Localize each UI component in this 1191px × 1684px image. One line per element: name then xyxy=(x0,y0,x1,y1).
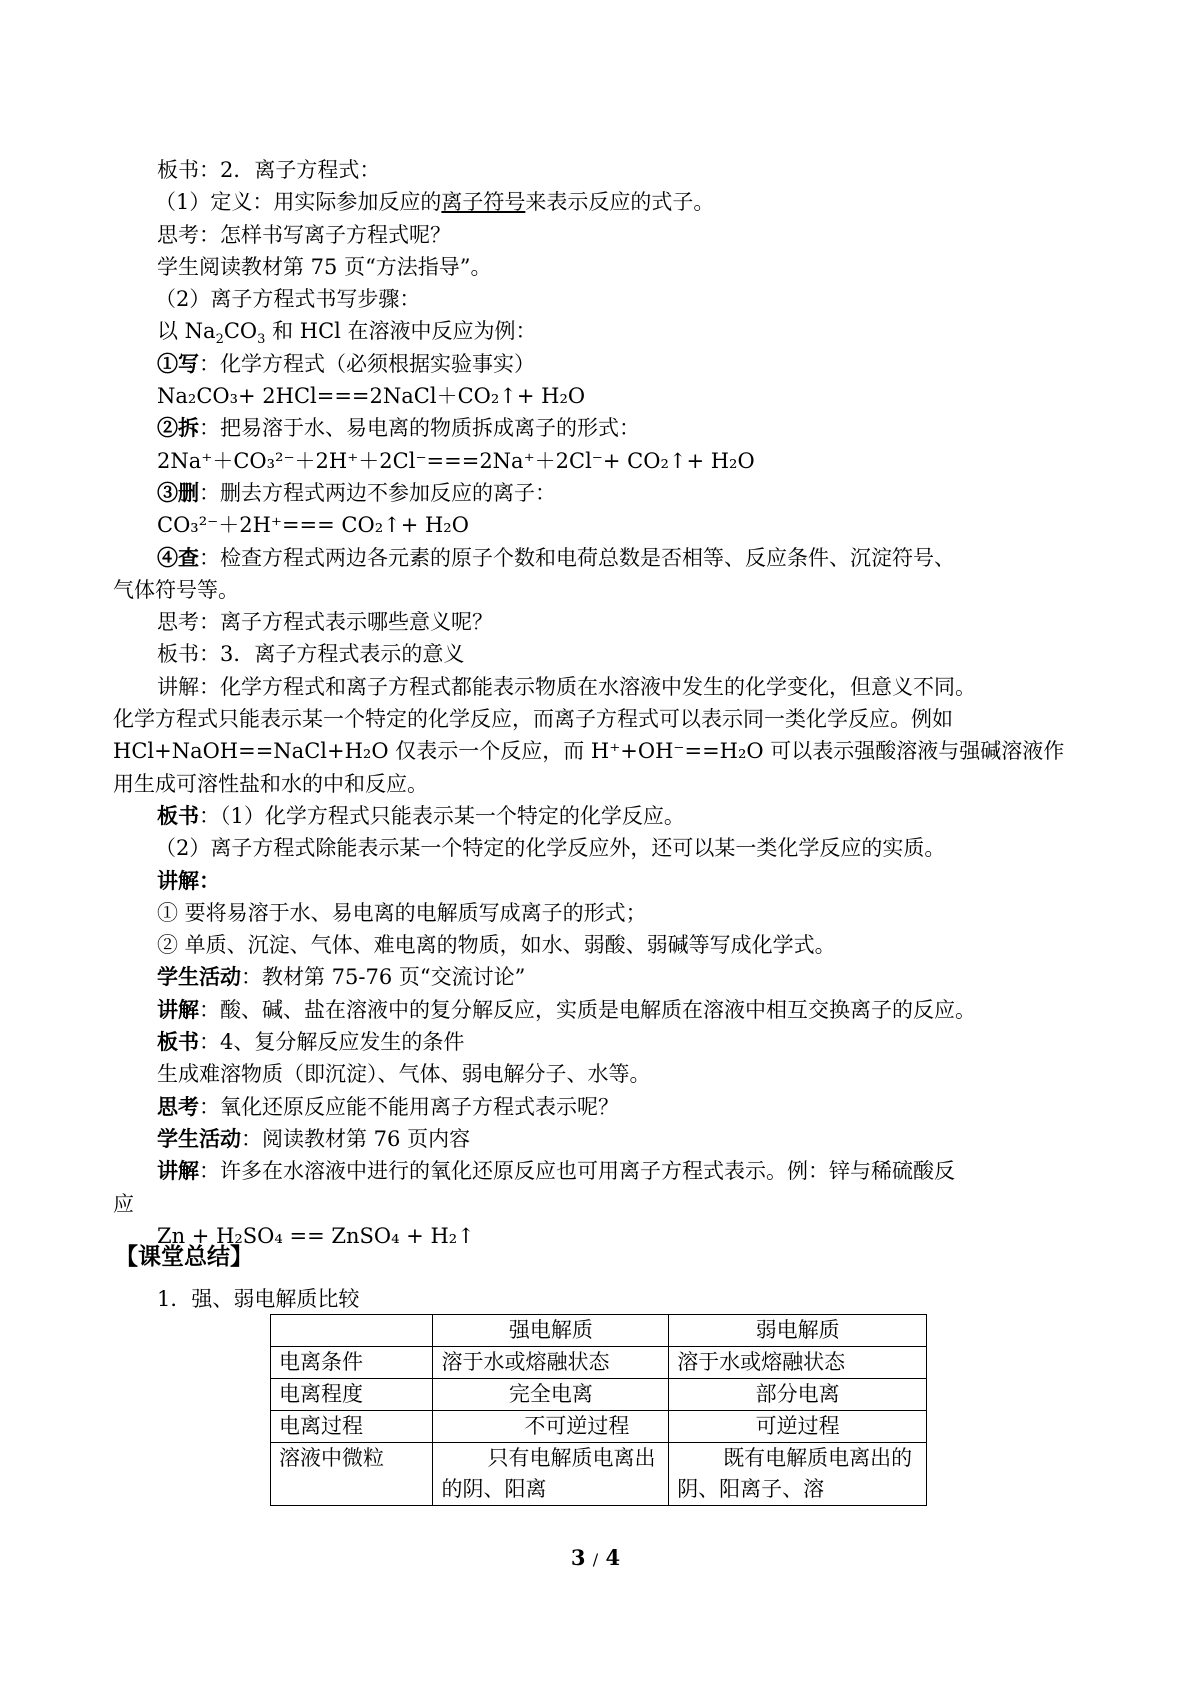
table-cell: 溶液中微粒 xyxy=(271,1443,433,1506)
table-header-cell: 强电解质 xyxy=(433,1315,669,1347)
board-heading-conditions: 板书：4、复分解反应发生的条件 xyxy=(157,1029,465,1055)
table-cell: 溶于水或熔融状态 xyxy=(669,1347,927,1379)
student-activity-1: 学生活动：教材第 75-76 页“交流讨论” xyxy=(157,964,526,990)
summary-heading: 【课堂总结】 xyxy=(115,1244,253,1270)
table-row xyxy=(271,1443,927,1506)
table-cell: 部分电离 xyxy=(669,1379,927,1411)
equation-ionic-full: 2Na⁺＋CO₃²⁻＋2H⁺＋2Cl⁻===2Na⁺＋2Cl⁻+ CO₂↑+ H₂O xyxy=(157,448,755,473)
step-split: ②拆：把易溶于水、易电离的物质拆成离子的形式： xyxy=(157,415,640,441)
student-reading-line: 学生阅读教材第 75 页“方法指导”。 xyxy=(157,254,492,279)
explain-rule-2: ② 单质、沉淀、气体、难电离的物质，如水、弱酸、弱碱等写成化学式。 xyxy=(157,933,836,958)
table-cell: 既有电解质电离出的阴、阳离子、溶 xyxy=(669,1443,927,1506)
board-heading-meaning: 板书：3．离子方程式表示的意义 xyxy=(157,642,465,667)
explain-double-decomp: 讲解：酸、碱、盐在溶液中的复分解反应，实质是电解质在溶液中相互交换离子的反应。 xyxy=(157,996,976,1022)
explain-rule-1: ① 要将易溶于水、易电离的电解质写成离子的形式； xyxy=(157,900,647,925)
student-activity-2: 学生活动：阅读教材第 76 页内容 xyxy=(157,1125,471,1151)
table-cell: 完全电离 xyxy=(433,1379,669,1411)
table-row xyxy=(271,1379,927,1411)
table-caption: 1．强、弱电解质比较 xyxy=(157,1287,360,1311)
table-header-cell xyxy=(271,1315,433,1347)
board-point-2: （2）离子方程式除能表示某一个特定的化学反应外，还可以某一类化学反应的实质。 xyxy=(155,836,946,861)
steps-heading: （2）离子方程式书写步骤： xyxy=(155,287,421,312)
table-cell: 可逆过程 xyxy=(669,1411,927,1443)
think-question-3: 思考：氧化还原反应能不能用离子方程式表示呢？ xyxy=(157,1093,619,1119)
explain-para-4: 用生成可溶性盐和水的中和反应。 xyxy=(113,771,428,796)
definition-line: （1）定义：用实际参加反应的离子符号来表示反应的式子。 xyxy=(155,190,715,215)
explain-para-3: HCl+NaOH==NaCl+H₂O 仅表示一个反应，而 H⁺+OH⁻==H₂O 可以表示强酸溶液与强碱溶液作 xyxy=(113,739,1065,764)
step-delete: ③删：删去方程式两边不参加反应的离子： xyxy=(157,479,556,505)
step-check: ④查：检查方程式两边各元素的原子个数和电荷总数是否相等、反应条件、沉淀符号、 xyxy=(157,544,955,570)
explain-redox-cont: 应 xyxy=(113,1191,134,1216)
electrolyte-comparison-table xyxy=(270,1314,927,1506)
think-question-2: 思考：离子方程式表示哪些意义呢？ xyxy=(157,610,493,635)
table-cell: 不可逆过程 xyxy=(433,1411,669,1443)
equation-zinc: Zn + H₂SO₄ == ZnSO₄ + H₂↑ xyxy=(157,1223,475,1248)
underlined-term: 离子符号 xyxy=(441,190,526,215)
table-cell: 电离过程 xyxy=(271,1411,433,1443)
equation-chemical: Na₂CO₃+ 2HCl===2NaCl＋CO₂↑+ H₂O xyxy=(157,384,586,409)
table-row xyxy=(271,1411,927,1443)
table-cell: 电离条件 xyxy=(271,1347,433,1379)
table-cell: 电离程度 xyxy=(271,1379,433,1411)
table-cell: 只有电解质电离出的阴、阳离 xyxy=(433,1443,669,1506)
step-write: ①写：化学方程式（必须根据实验事实） xyxy=(157,350,535,376)
explain-label: 讲解： xyxy=(157,867,220,893)
board-point-1: 板书：（1）化学方程式只能表示某一个特定的化学反应。 xyxy=(157,802,685,828)
example-intro: 以 $Na_2CO_3$ 和 HCl 在溶液中反应为例： xyxy=(157,319,537,348)
table-header-row xyxy=(271,1315,927,1347)
explain-para-1: 讲解：化学方程式和离子方程式都能表示物质在水溶液中发生的化学变化，但意义不同。 xyxy=(157,674,976,699)
page-number: 3 / 4 xyxy=(570,1545,621,1570)
equation-ionic-net: CO₃²⁻＋2H⁺=== CO₂↑+ H₂O xyxy=(157,513,469,538)
explain-redox: 讲解：许多在水溶液中进行的氧化还原反应也可用离子方程式表示。例：锌与稀硫酸反 xyxy=(157,1158,955,1184)
table-header-cell: 弱电解质 xyxy=(669,1315,927,1347)
board-heading-ionic-equation: 板书：2．离子方程式： xyxy=(157,158,381,182)
table-row xyxy=(271,1347,927,1379)
conditions-line: 生成难溶物质（即沉淀）、气体、弱电解分子、水等。 xyxy=(157,1062,651,1087)
table-cell: 溶于水或熔融状态 xyxy=(433,1347,669,1379)
think-question-1: 思考：怎样书写离子方程式呢？ xyxy=(157,222,451,247)
step-check-cont: 气体符号等。 xyxy=(113,577,239,602)
lesson-body xyxy=(113,154,1093,1252)
explain-para-2: 化学方程式只能表示某一个特定的化学反应，而离子方程式可以表示同一类化学反应。例如 xyxy=(113,707,953,732)
